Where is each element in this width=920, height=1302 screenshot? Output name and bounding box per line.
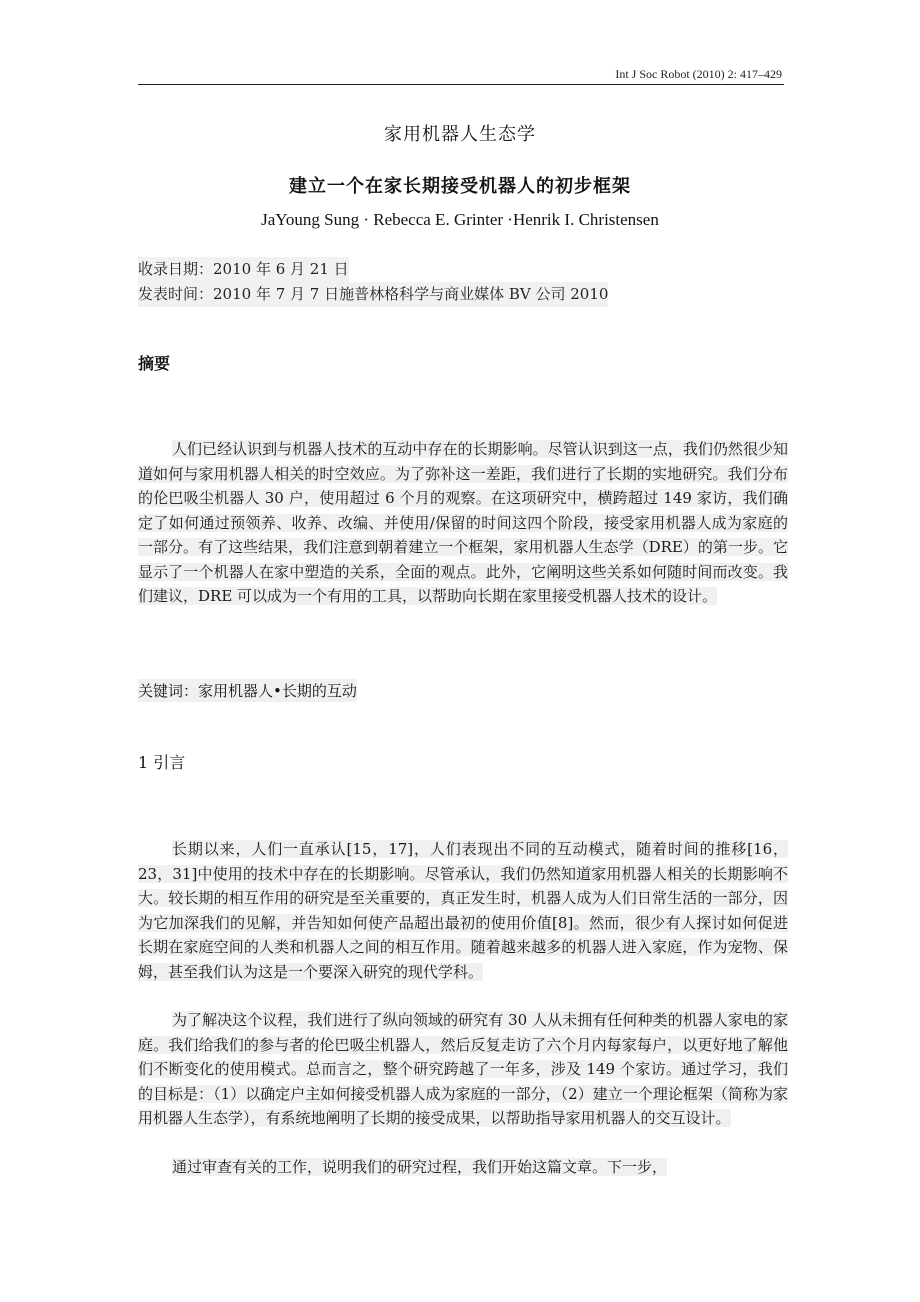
keywords: 关键词：家用机器人•长期的互动 [138,679,357,702]
author-list: JaYoung Sung · Rebecca E. Grinter ·Henrik I. Christensen [261,210,659,229]
received-date: 收录日期：2010 年 6 月 21 日 [138,257,349,282]
abstract-text: 人们已经认识到与机器人技术的互动中存在的长期影响。尽管认识到这一点，我们仍然很少知道如何与家用机器人相关的时空效应。为了弥补这一差距，我们进行了长期的实地研究。我们分布的伦巴吸尘机器人 30 户，使用超过 6 个月的观察。在这项研究中，横跨超过 149 家访，我们确定了如何通过预领养、收养、改编、并使用/保留的时间这四个阶段，接受家用机器人成为家庭的一部分。有了这些结果，我们注意到朝着建立一个框架，家用机器人生态学（DRE）的第一步。它显示了一个机器人在家中塑造的关系，全面的观点。此外，它阐明这些关系如何随时间而改变。我们建议，DRE 可以成为一个有用的工具，以帮助向长期在家里接受机器人技术的设计。 [138,440,788,605]
paper-subtitle: 建立一个在家长期接受机器人的初步框架 [289,176,631,197]
intro-paragraph-3-text: 通过审查有关的工作，说明我们的研究过程，我们开始这篇文章。下一步， [172,1158,668,1176]
abstract-paragraph [138,437,788,609]
publication-dates [138,257,608,307]
paper-title: 家用机器人生态学 [384,124,536,145]
running-header [138,64,784,85]
intro-paragraph-2 [138,1008,788,1131]
intro-paragraph-2-text: 为了解决这个议程，我们进行了纵向领域的研究有 30 人从未拥有任何种类的机器人家电的家庭。我们给我们的参与者的伦巴吸尘机器人，然后反复走访了六个月内每家每户，以更好地了解他们不断变化的使用模式。总而言之，整个研究跨越了一年多，涉及 149 个家访。通过学习，我们的目标是：（1）以确定户主如何接受机器人成为家庭的一部分，（2）建立一个理论框架（简称为家用机器人生态学），有系统地阐明了长期的接受成果，以帮助指导家用机器人的交互设计。 [138,1011,788,1127]
abstract-heading: 摘要 [138,354,171,373]
section-heading-introduction: 1 引言 [138,753,186,772]
journal-citation: Int J Soc Robot (2010) 2: 417–429 [615,67,782,81]
intro-paragraph-1 [138,837,788,984]
intro-paragraph-3 [138,1155,788,1180]
published-date: 发表时间：2010 年 7 月 7 日施普林格科学与商业媒体 BV 公司 2010 [138,282,608,307]
intro-paragraph-1-text: 长期以来，人们一直承认[15，17]，人们表现出不同的互动模式，随着时间的推移[16，23，31]中使用的技术中存在的长期影响。尽管承认，我们仍然知道家用机器人相关的长期影响不大。较长期的相互作用的研究是至关重要的，真正发生时，机器人成为人们日常生活的一部分，因为它加深我们的见解，并告知如何使产品超出最初的使用价值[8]。然而，很少有人探讨如何促进长期在家庭空间的人类和机器人之间的相互作用。随着越来越多的机器人进入家庭，作为宠物、保姆，甚至我们认为这是一个要深入研究的现代学科。 [138,840,788,981]
